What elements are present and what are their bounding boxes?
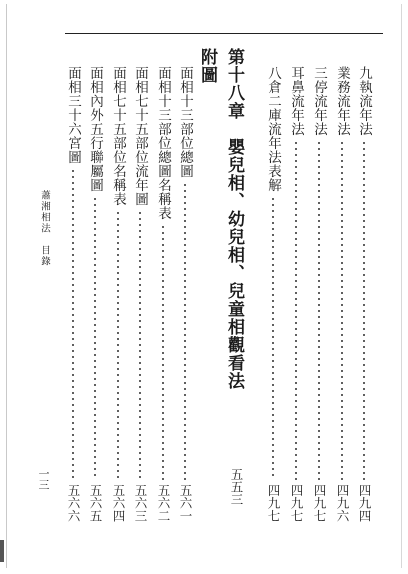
entry-title: 三停流年法 <box>311 66 327 136</box>
toc-entry[interactable] <box>355 66 373 524</box>
entry-page: 四九七 <box>266 483 281 522</box>
toc-entry[interactable] <box>131 66 149 524</box>
toc-entry[interactable] <box>287 66 305 524</box>
entry-page: 四九六 <box>335 483 350 522</box>
leader-dots <box>117 210 119 480</box>
leader-dots <box>139 210 141 480</box>
entry-page: 四九七 <box>289 483 304 522</box>
appendix-heading: 附圖 <box>197 48 217 84</box>
entry-title: 面相內外五行聯屬圖 <box>87 66 103 192</box>
entry-page: 五六五 <box>88 483 103 522</box>
entry-page: 五六六 <box>66 483 81 522</box>
entry-page: 四九四 <box>357 483 372 522</box>
entry-title: 面相七十五部位流年圖 <box>132 66 148 206</box>
toc-entry[interactable] <box>64 66 82 524</box>
entry-title: 面相十三部位總圖名稱表 <box>155 66 171 220</box>
toc-entry[interactable] <box>333 66 351 524</box>
toc-entry[interactable] <box>86 66 104 524</box>
leader-dots <box>272 196 274 480</box>
leader-dots <box>363 140 365 480</box>
entry-title: 耳鼻流年法 <box>288 66 304 136</box>
leader-dots <box>341 140 343 480</box>
running-head: 蕭湘相法 目錄 <box>39 190 50 267</box>
entry-title: 面相十三部位總圖 <box>177 66 193 178</box>
toc-entry[interactable] <box>109 66 127 524</box>
leader-dots <box>184 182 186 480</box>
top-rule <box>65 33 383 34</box>
entry-page: 五六四 <box>111 483 126 522</box>
toc-entry[interactable] <box>176 66 194 524</box>
entry-title: 面相七十五部位名稱表 <box>110 66 126 206</box>
toc-entry[interactable] <box>154 66 172 524</box>
leader-dots <box>162 224 164 480</box>
entry-page: 五六二 <box>156 483 171 522</box>
entry-page: 五六三 <box>133 483 148 522</box>
leader-dots <box>318 140 320 480</box>
entry-page: 五六一 <box>178 483 193 522</box>
entry-page: 四九七 <box>312 483 327 522</box>
entry-title: 業務流年法 <box>334 66 350 136</box>
scan-edge-mark <box>0 540 4 562</box>
toc-entry[interactable] <box>264 66 282 524</box>
leader-dots <box>295 140 297 480</box>
entry-title: 面相三十六宮圖 <box>65 66 81 164</box>
toc-entry[interactable] <box>310 66 328 524</box>
entry-title: 八倉二庫流年法表解 <box>265 66 281 192</box>
chapter-page: 五五三 <box>229 468 244 506</box>
entry-title: 九執流年法 <box>356 66 372 136</box>
leader-dots <box>72 168 74 480</box>
page-number: 一三 <box>37 468 50 490</box>
chapter-heading[interactable]: 第十八章 嬰兒相、幼兒相、兒童相觀看法 <box>224 48 244 390</box>
leader-dots <box>94 196 96 480</box>
